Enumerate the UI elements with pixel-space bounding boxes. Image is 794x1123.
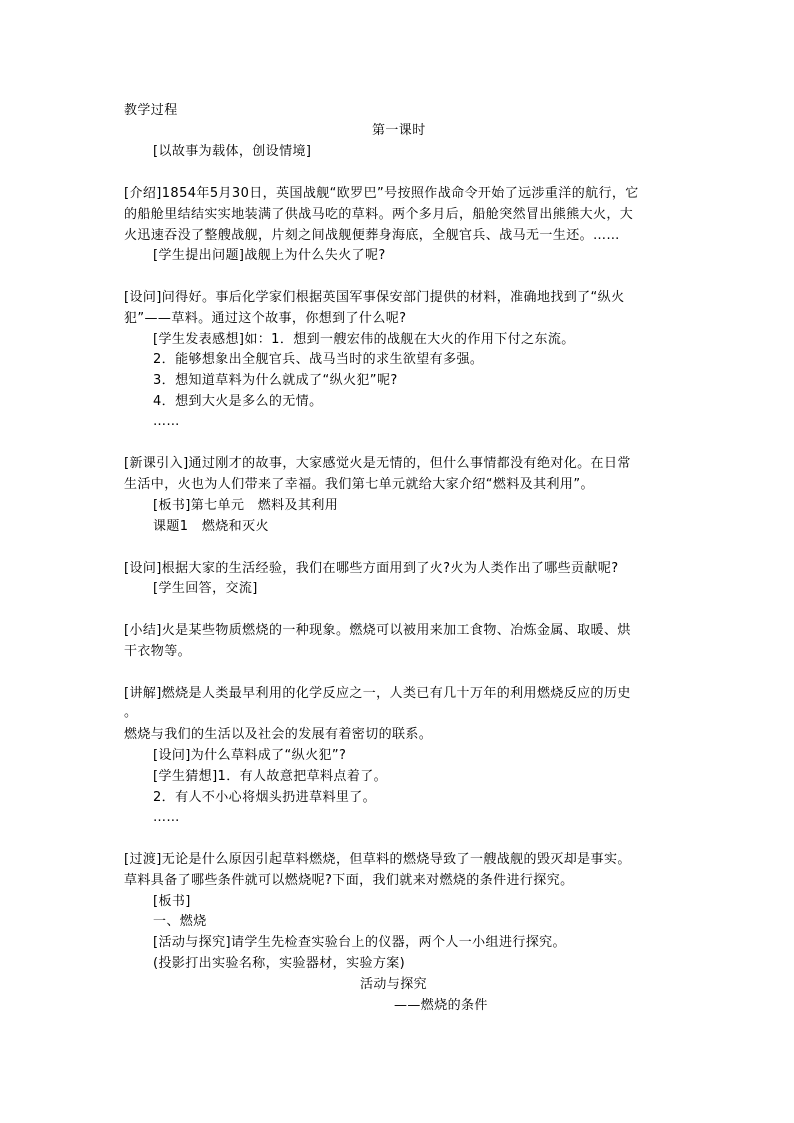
text-line: [学生回答，交流] <box>153 581 258 596</box>
text-line: [过渡]无论是什么原因引起草料燃烧，但草料的燃烧导致了一艘战舰的毁灭却是事实。 <box>124 852 631 867</box>
text-line: 4．想到大火是多么的无情。 <box>153 394 323 409</box>
text-line: 2．有人不小心将烟头扔进草料里了。 <box>153 790 377 805</box>
text-line: [讲解]燃烧是人类最早利用的化学反应之一，人类已有几十万年的利用燃烧反应的历史 <box>124 686 631 701</box>
text-line: ——燃烧的条件 <box>394 998 488 1013</box>
text-line: [学生猜想]1．有人故意把草料点着了。 <box>153 769 388 784</box>
text-line: 一、燃烧 <box>153 914 207 929</box>
text-line: [活动与探究]请学生先检查实验台上的仪器，两个人一小组进行探究。 <box>153 935 566 950</box>
text-line: 3．想知道草料为什么就成了“纵火犯”呢? <box>153 373 398 388</box>
text-line: [学生提出问题]战舰上为什么失火了呢? <box>153 248 386 263</box>
text-line: (投影打出实验名称，实验器材，实验方案) <box>153 956 406 971</box>
text-line: 火迅速吞没了整艘战舰，片刻之间战舰便葬身海底，全舰官兵、战马无一生还。…… <box>124 228 620 243</box>
text-line: [设问]根据大家的生活经验，我们在哪些方面用到了火?火为人类作出了哪些贡献呢? <box>124 561 619 576</box>
text-line: 活动与探究 <box>360 977 428 992</box>
lesson-title: 第一课时 <box>372 123 426 138</box>
text-line: [设问]问得好。事后化学家们根据英国军事保安部门提供的材料，准确地找到了“纵火 <box>124 290 625 305</box>
text-line: [新课引入]通过刚才的故事，大家感觉火是无情的，但什么事情都没有绝对化。在日常 <box>124 456 631 471</box>
text-line: [板书] <box>153 894 191 909</box>
text-line: …… <box>153 414 180 429</box>
text-line: [学生发表感想]如：1．想到一艘宏伟的战舰在大火的作用下付之东流。 <box>153 332 575 347</box>
text-line: [介绍]1854年5月30日，英国战舰“欧罗巴”号按照作战命令开始了远涉重洋的航行，它 <box>124 186 639 201</box>
text-line: …… <box>153 810 180 825</box>
text-line: 燃烧与我们的生活以及社会的发展有着密切的联系。 <box>124 727 433 742</box>
text-line: [小结]火是某些物质燃烧的一种现象。燃烧可以被用来加工食物、冶炼金属、取暖、烘 <box>124 623 631 638</box>
text-line: 课题1 燃烧和灭火 <box>153 519 269 534</box>
text-line: 。 <box>124 705 138 720</box>
text-line: 的船舱里结结实实地装满了供战马吃的草料。两个多月后，船舱突然冒出熊熊大火，大 <box>124 207 634 222</box>
text-line: 生活中，火也为人们带来了幸福。我们第七单元就给大家介绍“燃料及其利用”。 <box>124 477 594 492</box>
text-line: 犯”——草料。通过这个故事，你想到了什么呢? <box>124 311 407 326</box>
text-line: 草料具备了哪些条件就可以燃烧呢?下面，我们就来对燃烧的条件进行探究。 <box>124 873 574 888</box>
section-heading: 教学过程 <box>124 103 178 118</box>
text-line: 2．能够想象出全舰官兵、战马当时的求生欲望有多强。 <box>153 352 484 367</box>
text-line: [板书]第七单元 燃料及其利用 <box>153 498 339 513</box>
text-line: [以故事为载体，创设情境] <box>153 144 312 159</box>
text-line: [设问]为什么草料成了“纵火犯”? <box>153 748 347 763</box>
text-line: 干衣物等。 <box>124 644 192 659</box>
